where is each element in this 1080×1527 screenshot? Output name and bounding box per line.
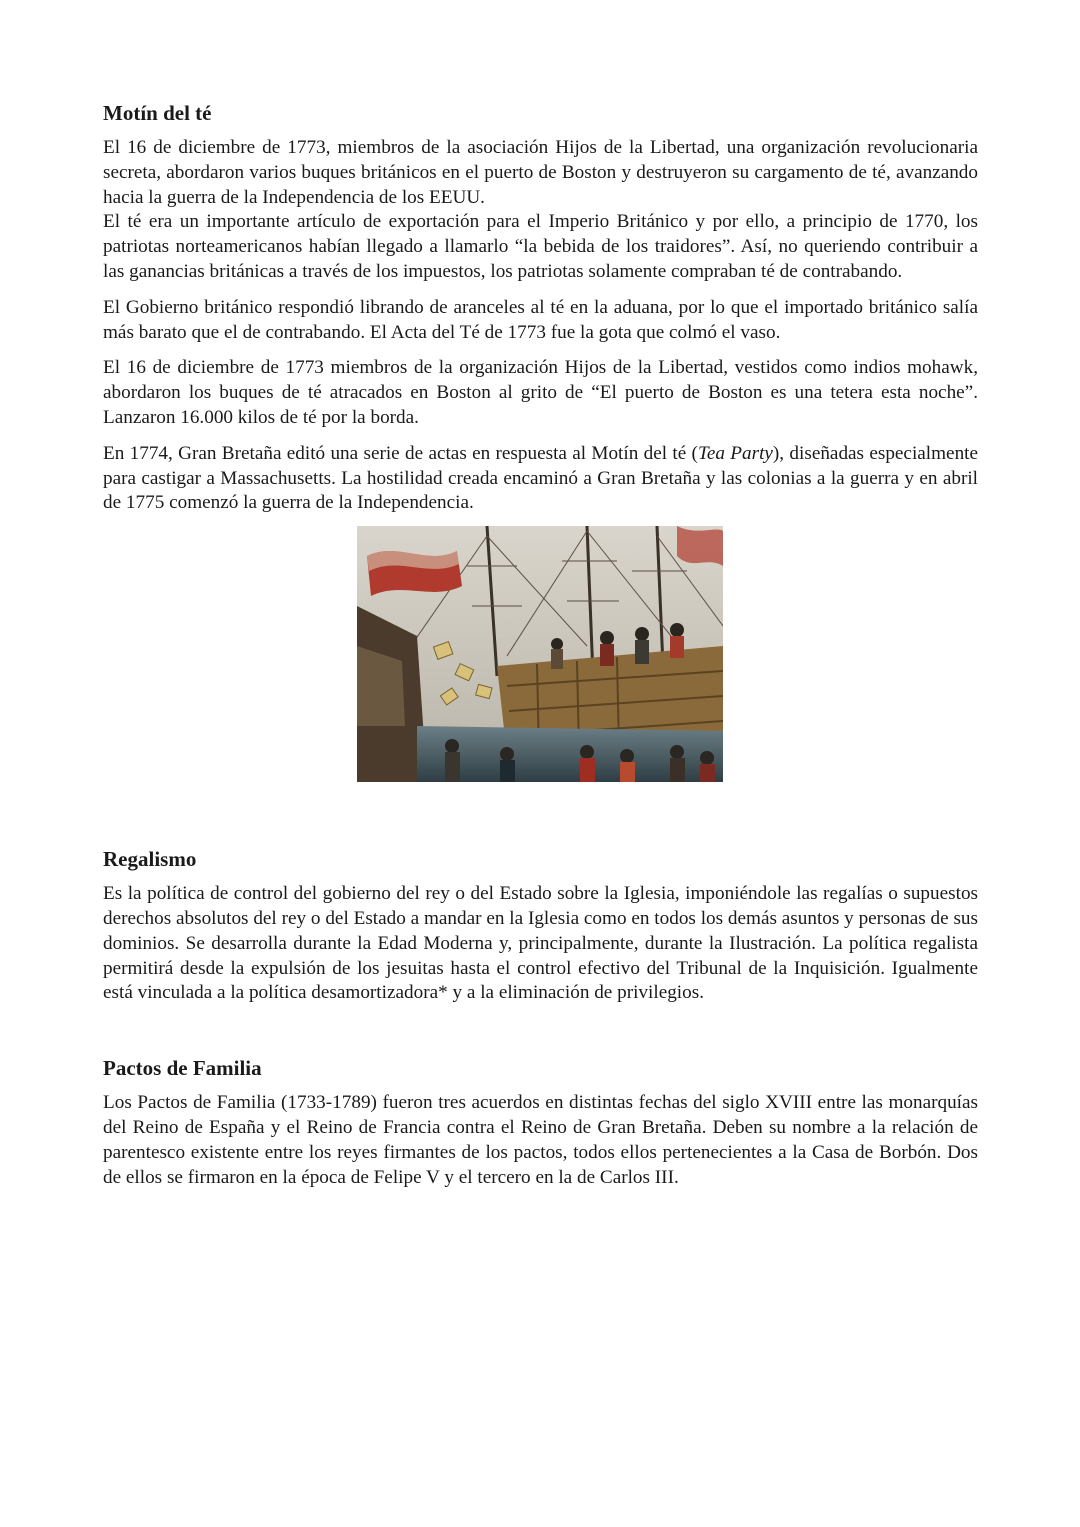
text-run: En 1774, Gran Bretaña editó una serie de actas en respuesta al Motín del té ( [103,442,698,464]
document-page [103,100,978,1190]
paragraph: El té era un importante artículo de exportación para el Imperio Británico y por ello, a principio de 1770, los patriotas norteamericanos habían llegado a llamarlo “la bebida de los traidores”. Así, no queriendo contribuir a las ganancias británicas a través de los impuestos, los patriotas solamente compraban té de contrabando. [103,211,978,282]
section-title: Pactos de Familia [103,1056,262,1081]
paragraph: Es la política de control del gobierno del rey o del Estado sobre la Iglesia, imponiéndole las regalías o supuestos derechos absolutos del rey o del Estado a mandar en la Iglesia como en todos los demás asuntos y personas de sus dominios. Se desarrolla durante la Edad Moderna y, principalmente, durante la Ilustración. La política regalista permitirá desde la expulsión de los jesuitas hasta el control efectivo del Tribunal de la Inquisición. Igualmente está vinculada a la política desamortizadora* y a la eliminación de privilegios. [103,883,978,1004]
paragraph: El 16 de diciembre de 1773, miembros de la asociación Hijos de la Libertad, una organización revolucionaria secreta, abordaron varios buques británicos en el puerto de Boston y destruyeron su cargamento de té, avanzando hacia la guerra de la Independencia de los EEUU. [103,137,978,208]
paragraph [103,442,978,516]
section-regalismo [103,846,978,1006]
boston-tea-party-illustration [357,526,723,782]
section-pactos-de-familia [103,1055,978,1190]
paragraph: Los Pactos de Familia (1733-1789) fueron tres acuerdos en distintas fechas del siglo XVIII entre las monarquías del Reino de España y el Reino de Francia contra el Reino de Gran Bretaña. Deben su nombre a la relación de parentesco existente entre los reyes firmantes de los pactos, todos ellos pertenecientes a la Casa de Borbón. Dos de ellos se firmaron en la época de Felipe V y el tercero en la de Carlos III. [103,1092,978,1188]
section-title: Regalismo [103,847,197,872]
section-title: Motín del té [103,101,212,125]
paragraph: El 16 de diciembre de 1773 miembros de la organización Hijos de la Libertad, vestidos como indios mohawk, abordaron los buques de té atracados en Boston al grito de “El puerto de Boston es una tetera esta noche”. Lanzaron 16.000 kilos de té por la borda. [103,357,978,428]
paragraph: El Gobierno británico respondió librando de aranceles al té en la aduana, por lo que el importado británico salía más barato que el de contrabando. El Acta del Té de 1773 fue la gota que colmó el vaso. [103,296,978,343]
text-run: ), diseñadas especialmente para castigar a Massachusetts. La hostilidad creada encaminó a Gran Bretaña y las colonias a la guerra y en abril de 1775 comenzó la guerra de la Independencia. [103,442,979,514]
section-motin-del-te [103,100,978,782]
italic-text: Tea Party [697,442,773,464]
